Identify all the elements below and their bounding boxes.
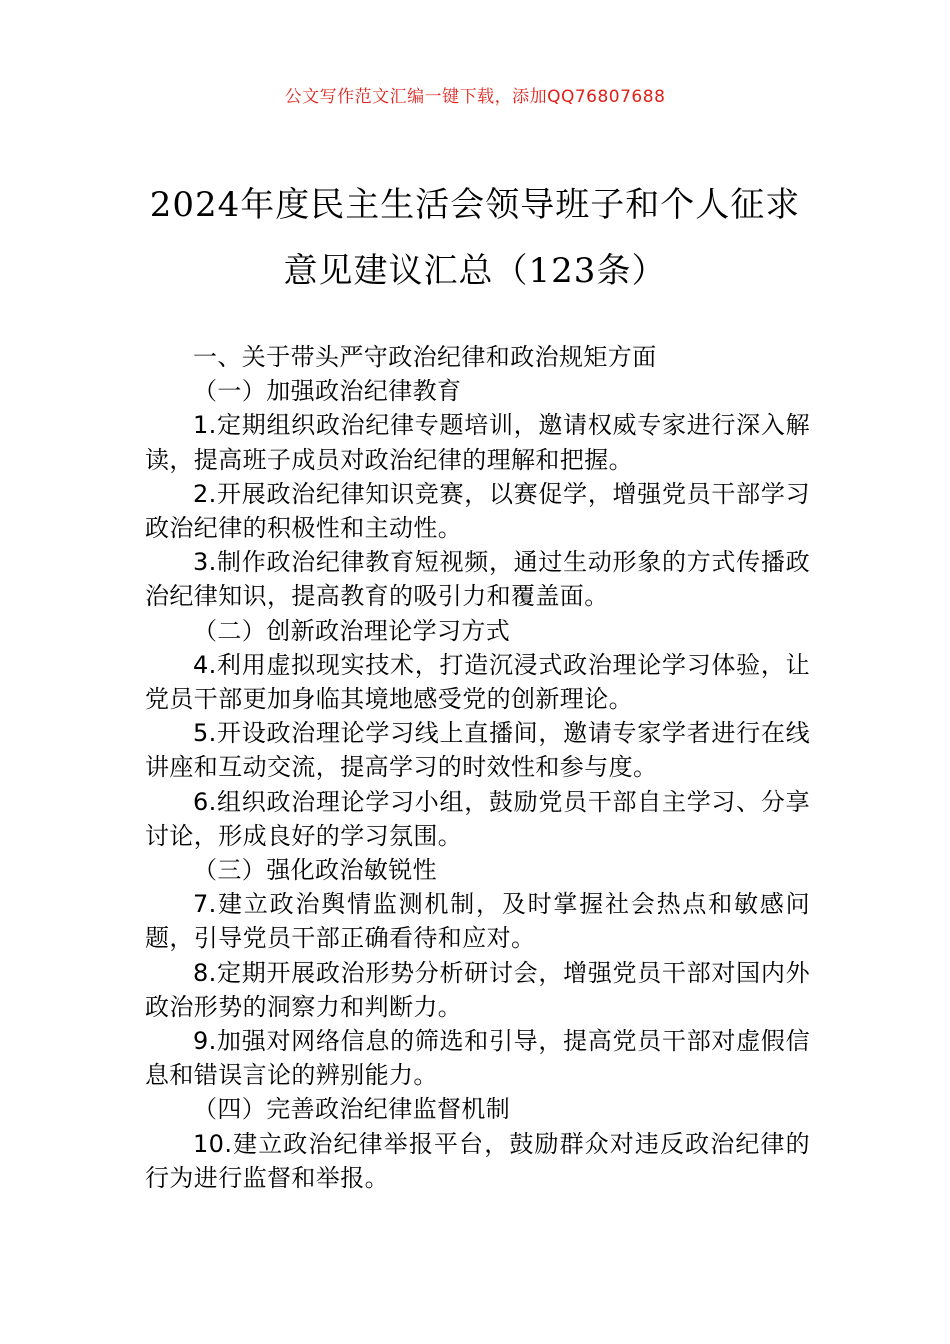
list-item: 6.组织政治理论学习小组，鼓励党员干部自主学习、分享讨论，形成良好的学习氛围。 — [145, 787, 810, 850]
list-item: 10.建立政治纪律举报平台，鼓励群众对违反政治纪律的行为进行监督和举报。 — [145, 1129, 810, 1192]
list-item: 5.开设政治理论学习线上直播间，邀请专家学者进行在线讲座和互动交流，提高学习的时效性和参与度。 — [145, 719, 810, 782]
subsection-heading: （二）创新政治理论学习方式 — [193, 616, 511, 645]
subsection-heading: （一）加强政治纪律教育 — [193, 377, 462, 406]
document-title — [110, 172, 840, 304]
list-item: 9.加强对网络信息的筛选和引导，提高党员干部对虚假信息和错误言论的辨别能力。 — [145, 1027, 810, 1090]
list-item: 8.定期开展政治形势分析研讨会，增强党员干部对国内外政治形势的洞察力和判断力。 — [145, 958, 810, 1021]
subsection-heading: （四）完善政治纪律监督机制 — [193, 1095, 511, 1124]
document-body — [145, 340, 810, 1195]
subsection-heading: （三）强化政治敏锐性 — [193, 856, 437, 885]
list-item: 3.制作政治纪律教育短视频，通过生动形象的方式传播政治纪律知识，提高教育的吸引力和覆盖面。 — [145, 548, 810, 611]
list-item: 2.开展政治纪律知识竞赛，以赛促学，增强党员干部学习政治纪律的积极性和主动性。 — [145, 479, 810, 543]
list-item: 1.定期组织政治纪律专题培训，邀请权威专家进行深入解读，提高班子成员对政治纪律的理解和把握。 — [145, 411, 810, 474]
section-heading: 一、关于带头严守政治纪律和政治规矩方面 — [193, 343, 657, 371]
title-line-1: 2024年度民主生活会领导班子和个人征求 — [149, 185, 801, 225]
title-line-2: 意见建议汇总（123条） — [283, 251, 667, 291]
list-item: 7.建立政治舆情监测机制，及时掌握社会热点和敏感问题，引导党员干部正确看待和应对。 — [145, 890, 810, 953]
list-item: 4.利用虚拟现实技术，打造沉浸式政治理论学习体验，让党员干部更加身临其境地感受党的创新理论。 — [145, 650, 810, 714]
download-notice: 公文写作范文汇编一键下载，添加QQ76807688 — [284, 87, 666, 107]
